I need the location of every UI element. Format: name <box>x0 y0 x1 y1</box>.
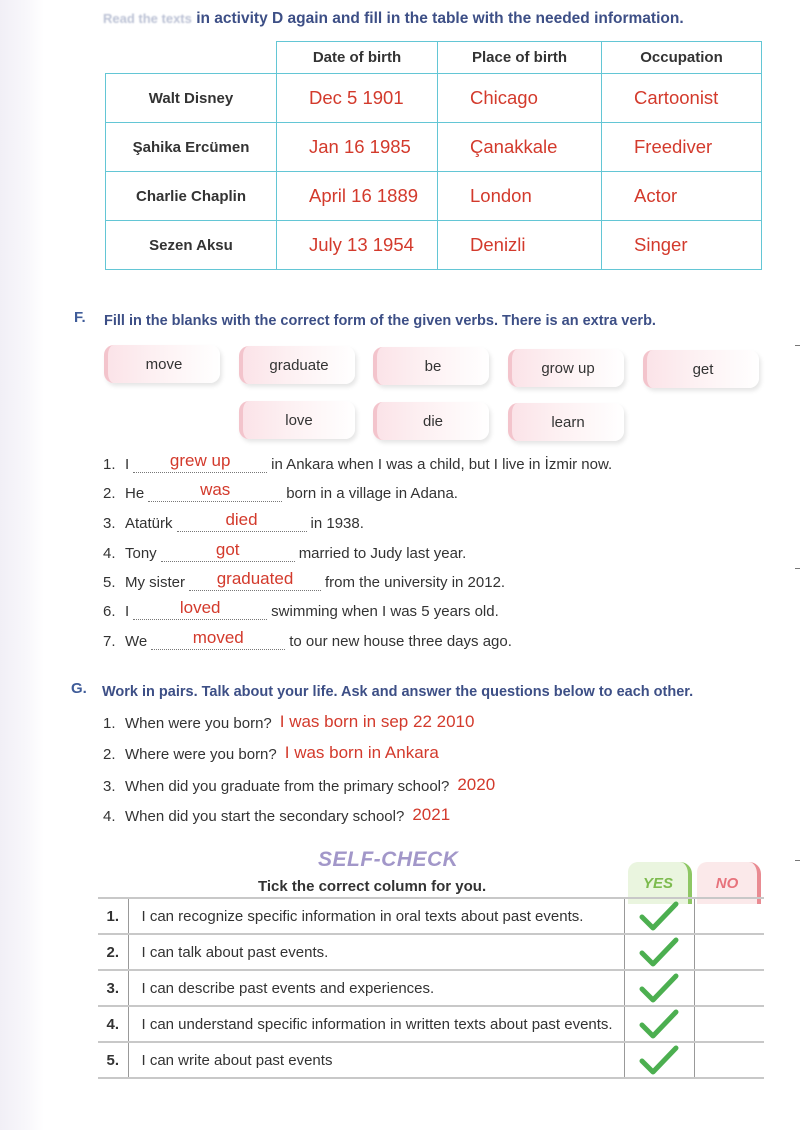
yes-cell[interactable] <box>624 1042 694 1078</box>
yes-column-header: YES <box>628 862 692 904</box>
table-corner-cell <box>106 42 277 74</box>
table-row <box>98 898 764 934</box>
section-g-instruction: Work in pairs. Talk about your life. Ask and answer the questions below to each other. <box>102 684 694 700</box>
yes-cell[interactable] <box>624 1006 694 1042</box>
occupation-answer[interactable]: Cartoonist <box>602 74 762 123</box>
yes-cell[interactable] <box>624 934 694 970</box>
row-number: 2. <box>98 934 128 970</box>
no-cell[interactable] <box>694 934 764 970</box>
question-4: 4. When did you start the secondary school? 2021 <box>103 805 451 825</box>
table-row <box>106 123 762 172</box>
sentence-7: 7. We moved to our new house three days ago. <box>103 628 512 650</box>
answer-blank[interactable]: grew up <box>133 457 267 473</box>
question-1: 1. When were you born? I was born in sep 22 2010 <box>103 712 475 732</box>
table-row <box>106 221 762 270</box>
person-name: Şahika Ercümen <box>106 123 277 172</box>
verb-box-move: move <box>104 345 220 383</box>
row-statement: I can talk about past events. <box>128 934 624 970</box>
place-answer[interactable]: Çanakkale <box>438 123 602 172</box>
verb-box-die: die <box>373 402 489 440</box>
sentence-5: 5. My sister graduated from the university in 2012. <box>103 569 506 591</box>
row-number: 3. <box>98 970 128 1006</box>
yes-cell[interactable] <box>624 970 694 1006</box>
no-cell[interactable] <box>694 970 764 1006</box>
blurred-instruction-lead: Read the texts <box>103 11 192 26</box>
checkmark-icon <box>639 972 679 1004</box>
section-g-letter: G. <box>71 680 87 697</box>
row-number: 1. <box>98 898 128 934</box>
header-date-of-birth: Date of birth <box>277 42 438 74</box>
verb-box-be: be <box>373 347 489 385</box>
margin-tick <box>795 568 800 569</box>
occupation-answer[interactable]: Freediver <box>602 123 762 172</box>
person-name: Sezen Aksu <box>106 221 277 270</box>
occupation-answer[interactable]: Singer <box>602 221 762 270</box>
checkmark-icon <box>639 1044 679 1076</box>
checkmark-icon <box>639 936 679 968</box>
verb-box-learn: learn <box>508 403 624 441</box>
table-header-row <box>106 42 762 74</box>
margin-tick <box>795 345 800 346</box>
checkmark-icon <box>639 900 679 932</box>
table-row <box>98 934 764 970</box>
row-statement: I can describe past events and experiences. <box>128 970 624 1006</box>
question-answer[interactable]: I was born in sep 22 2010 <box>279 712 475 731</box>
question-answer[interactable]: 2020 <box>457 775 496 794</box>
sentence-6: 6. I loved swimming when I was 5 years old. <box>103 598 499 620</box>
date-answer[interactable]: Dec 5 1901 <box>277 74 438 123</box>
row-statement: I can recognize specific information in oral texts about past events. <box>128 898 624 934</box>
row-number: 4. <box>98 1006 128 1042</box>
yes-cell[interactable] <box>624 898 694 934</box>
section-f-letter: F. <box>74 309 86 326</box>
self-check-table <box>98 897 764 1079</box>
table-row <box>106 172 762 221</box>
verb-box-get: get <box>643 350 759 388</box>
person-name: Charlie Chaplin <box>106 172 277 221</box>
answer-blank[interactable]: died <box>177 516 307 532</box>
page-binding-strip <box>0 0 44 1130</box>
question-3: 3. When did you graduate from the primary school? 2020 <box>103 775 496 795</box>
row-statement: I can write about past events <box>128 1042 624 1078</box>
birth-info-table <box>105 41 762 270</box>
person-name: Walt Disney <box>106 74 277 123</box>
verb-box-grow-up: grow up <box>508 349 624 387</box>
place-answer[interactable]: Chicago <box>438 74 602 123</box>
answer-blank[interactable]: moved <box>151 634 285 650</box>
date-answer[interactable]: Jan 16 1985 <box>277 123 438 172</box>
question-answer[interactable]: 2021 <box>412 805 451 824</box>
answer-blank[interactable]: loved <box>133 604 267 620</box>
margin-tick <box>795 860 800 861</box>
occupation-answer[interactable]: Actor <box>602 172 762 221</box>
question-2: 2. Where were you born? I was born in Ankara <box>103 743 439 763</box>
sentence-1: 1. I grew up in Ankara when I was a child, but I live in İzmir now. <box>103 451 613 473</box>
verb-box-graduate: graduate <box>239 346 355 384</box>
date-answer[interactable]: July 13 1954 <box>277 221 438 270</box>
self-check-subtitle: Tick the correct column for you. <box>258 878 487 895</box>
sentence-3: 3. Atatürk died in 1938. <box>103 510 364 532</box>
self-check-title: SELF-CHECK <box>318 848 459 871</box>
checkmark-icon <box>639 1008 679 1040</box>
header-place-of-birth: Place of birth <box>438 42 602 74</box>
no-cell[interactable] <box>694 1006 764 1042</box>
row-number: 5. <box>98 1042 128 1078</box>
section-f-instruction: Fill in the blanks with the correct form of the given verbs. There is an extra verb. <box>104 313 656 329</box>
table-row <box>98 1006 764 1042</box>
table-row <box>98 1042 764 1078</box>
answer-blank[interactable]: graduated <box>189 575 321 591</box>
section-d-instruction: Read the texts in activity D again and fill in the table with the needed information. <box>103 10 684 27</box>
date-answer[interactable]: April 16 1889 <box>277 172 438 221</box>
question-answer[interactable]: I was born in Ankara <box>284 743 439 762</box>
sentence-2: 2. He was born in a village in Adana. <box>103 480 458 502</box>
place-answer[interactable]: Denizli <box>438 221 602 270</box>
verb-box-love: love <box>239 401 355 439</box>
table-row <box>98 970 764 1006</box>
answer-blank[interactable]: was <box>148 486 282 502</box>
header-occupation: Occupation <box>602 42 762 74</box>
no-cell[interactable] <box>694 898 764 934</box>
sentence-4: 4. Tony got married to Judy last year. <box>103 540 467 562</box>
row-statement: I can understand specific information in written texts about past events. <box>128 1006 624 1042</box>
place-answer[interactable]: London <box>438 172 602 221</box>
answer-blank[interactable]: got <box>161 546 295 562</box>
table-row <box>106 74 762 123</box>
no-column-header: NO <box>697 862 761 904</box>
no-cell[interactable] <box>694 1042 764 1078</box>
